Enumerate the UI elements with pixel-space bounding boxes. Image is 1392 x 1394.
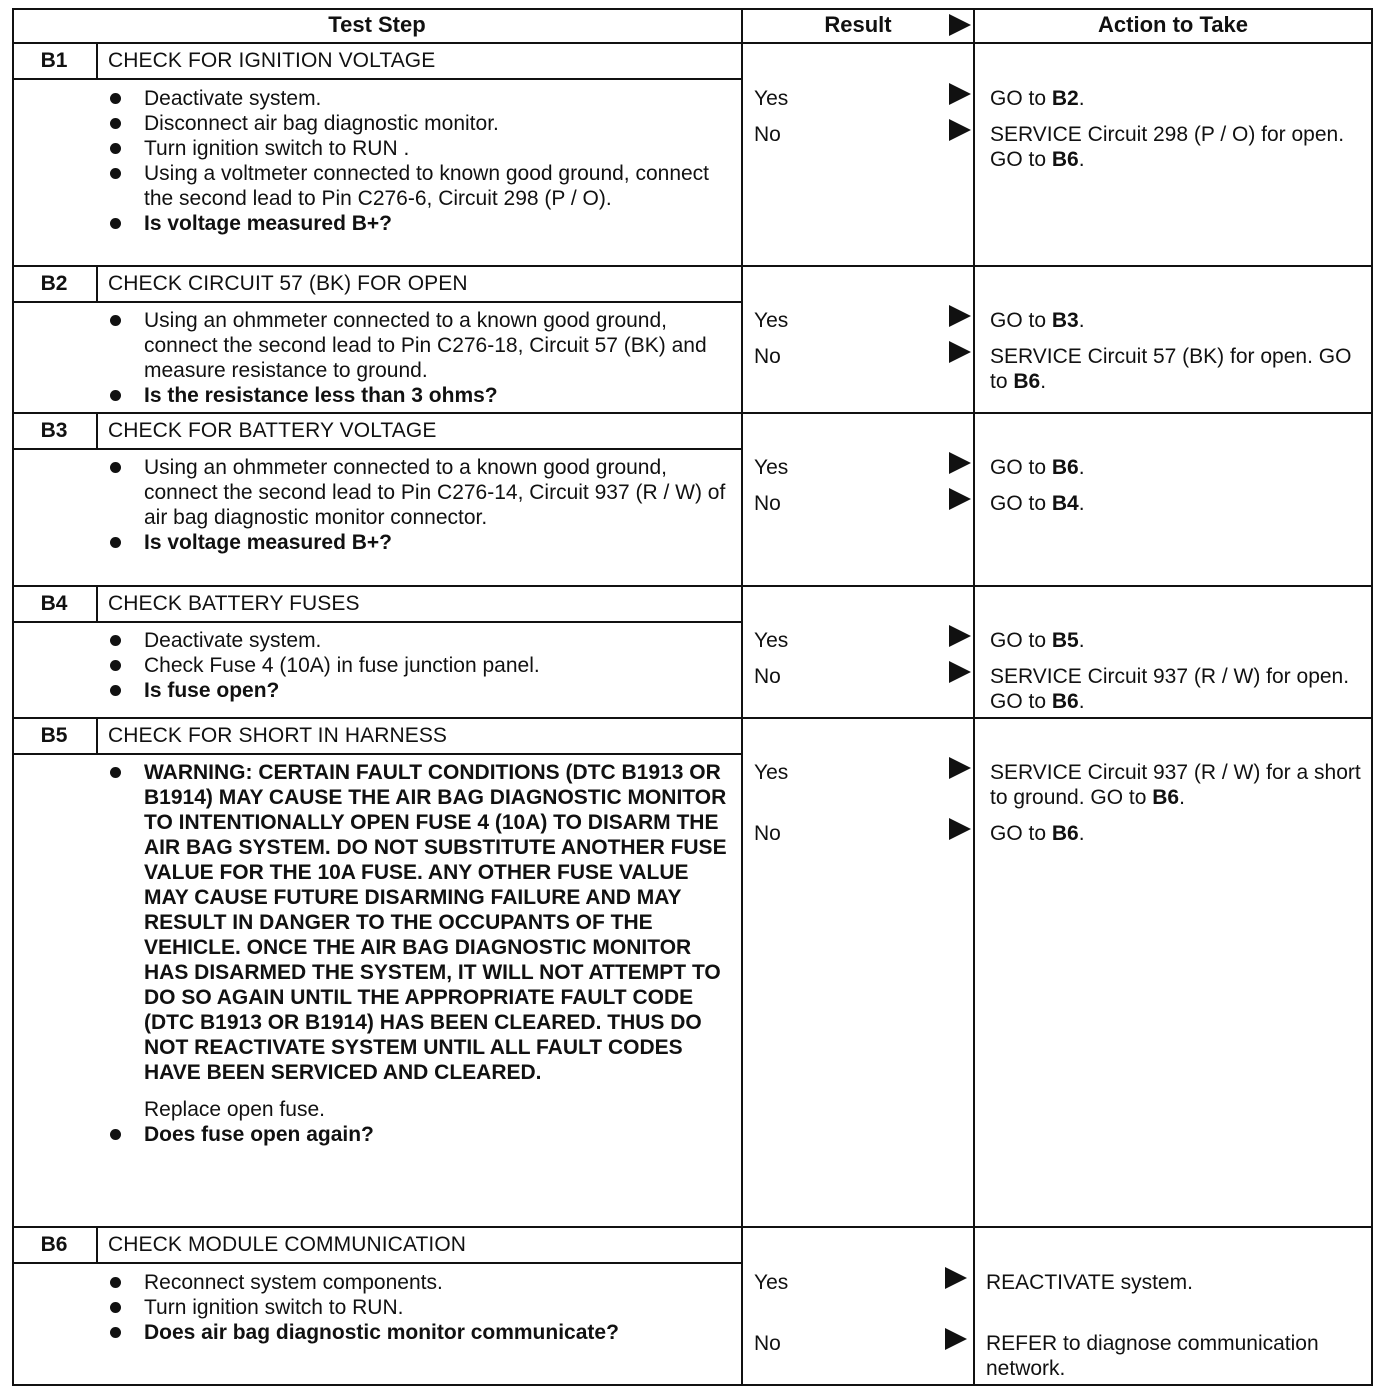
action-end: .: [1179, 786, 1185, 809]
action-label: SERVICE Circuit 937 (R / W) for a short to ground. GO to: [990, 761, 1361, 809]
action-end: .: [1078, 822, 1085, 845]
action-ref: B6: [1051, 690, 1079, 713]
action-text: [986, 1331, 1366, 1381]
bullet-item: Using a voltmeter connected to known good ground, connect the second lead to Pin C276-6, Circuit 298 (P / O).: [108, 161, 738, 211]
step-code: B1: [40, 49, 68, 72]
action-label: SERVICE Circuit 937 (R / W) for open. GO to: [990, 665, 1350, 713]
action-ref: B4: [1051, 492, 1079, 515]
step-code: B2: [40, 272, 68, 295]
header-arrow-icon: [949, 14, 971, 36]
action-end: .: [1078, 456, 1085, 479]
action-label: GO to: [990, 87, 1052, 110]
result-arrow-icon: [949, 757, 971, 779]
bullet-item: Using an ohmmeter connected to a known good ground, connect the second lead to Pin C276-14, Circuit 937 (R / W) of air bag diagnostic monitor connector.: [108, 455, 738, 530]
instruction-text: Replace open fuse.: [144, 1098, 325, 1121]
step-bullets: [108, 628, 738, 703]
action-label: SERVICE Circuit 57 (BK) for open. GO to: [990, 345, 1352, 393]
step-code: B4: [40, 592, 68, 615]
header-result: Result: [824, 12, 892, 37]
step-title: CHECK FOR SHORT IN HARNESS: [108, 724, 448, 747]
code-divider: [96, 265, 98, 302]
step-code: B6: [40, 1233, 68, 1256]
result-arrow-icon: [949, 818, 971, 840]
bullet-item: Reconnect system components.: [108, 1270, 738, 1295]
bullet-item: Turn ignition switch to RUN .: [108, 136, 738, 161]
header-test-step: Test Step: [328, 12, 426, 37]
result-arrow-icon: [945, 1267, 967, 1289]
code-divider: [96, 717, 98, 754]
step-bullets: [108, 308, 738, 408]
action-text: [990, 308, 1370, 333]
action-end: .: [1078, 492, 1085, 515]
header-action: Action to Take: [1098, 12, 1248, 37]
bullet-item: Check Fuse 4 (10A) in fuse junction panel.: [108, 653, 738, 678]
action-text: [990, 122, 1370, 172]
frame-left: [12, 8, 14, 1386]
result-arrow-icon: [949, 305, 971, 327]
result-yes: Yes: [754, 761, 789, 784]
action-text: [990, 628, 1370, 653]
col-divider-result: [741, 8, 743, 1386]
result-no: No: [754, 665, 781, 688]
action-text: [990, 344, 1370, 394]
result-no: No: [754, 492, 781, 515]
step-code: B5: [40, 724, 68, 747]
result-no: No: [754, 345, 781, 368]
action-label: GO to: [990, 456, 1052, 479]
col-divider-action: [973, 8, 975, 1386]
action-ref: B6: [1051, 456, 1079, 479]
step-bullets: [108, 760, 738, 1147]
bullet-item: Deactivate system.: [108, 86, 738, 111]
action-text: [990, 664, 1370, 714]
result-yes: Yes: [754, 87, 789, 110]
result-no: No: [754, 123, 781, 146]
result-no: No: [754, 822, 781, 845]
action-ref: B6: [1051, 822, 1079, 845]
code-divider: [96, 585, 98, 622]
action-ref: B5: [1051, 629, 1079, 652]
result-yes: Yes: [754, 629, 789, 652]
bullet-question: Is voltage measured B+?: [108, 530, 738, 555]
action-label: REACTIVATE system.: [986, 1271, 1193, 1294]
bullet-question: Is the resistance less than 3 ohms?: [108, 383, 738, 408]
bullet-item: Using an ohmmeter connected to a known good ground, connect the second lead to Pin C276-18, Circuit 57 (BK) and measure resistance to ground.: [108, 308, 738, 383]
step-bullets: [108, 1270, 738, 1345]
action-ref: B6: [1051, 148, 1079, 171]
result-yes: Yes: [754, 309, 789, 332]
diagnostic-table: [12, 8, 1373, 1386]
action-label: GO to: [990, 309, 1052, 332]
action-label: GO to: [990, 629, 1052, 652]
action-text: [990, 491, 1370, 516]
code-divider: [96, 412, 98, 449]
result-arrow-icon: [949, 488, 971, 510]
step-bullets: [108, 455, 738, 555]
action-end: .: [1040, 370, 1047, 393]
bullet-question: Is voltage measured B+?: [108, 211, 738, 236]
action-end: .: [1078, 309, 1085, 332]
frame-bottom: [12, 1384, 1373, 1386]
action-label: REFER to diagnose communication network.: [986, 1332, 1319, 1380]
step-title: CHECK CIRCUIT 57 (BK) FOR OPEN: [108, 272, 468, 295]
result-yes: Yes: [754, 1271, 789, 1294]
action-text: [986, 1270, 1366, 1295]
step-bullets: [108, 86, 738, 236]
frame-right: [1371, 8, 1373, 1386]
result-arrow-icon: [949, 119, 971, 141]
warning-text: WARNING: CERTAIN FAULT CONDITIONS (DTC B1913 OR B1914) MAY CAUSE THE AIR BAG DIAGNOSTIC MONITOR TO INTENTIONALLY OPEN FUSE 4 (10A) TO DISARM THE AIR BAG SYSTEM. DO NOT SUBSTITUTE ANOTHER FUSE VALUE FOR THE 10A FUSE. ANY OTHER FUSE VALUE MAY CAUSE FUTURE DISARMING FAILURE AND MAY RESULT IN DANGER TO THE OCCUPANTS OF THE VEHICLE. ONCE THE AIR BAG DIAGNOSTIC MONITOR HAS DISARMED THE SYSTEM, IT WILL NOT ATTEMPT TO DO SO AGAIN UNTIL THE APPROPRIATE FAULT CODE (DTC B1913 OR B1914) HAS BEEN CLEARED. THUS DO NOT REACTIVATE SYSTEM UNTIL ALL FAULT CODES HAVE BEEN SERVICED AND CLEARED.: [108, 760, 738, 1085]
step-title: CHECK BATTERY FUSES: [108, 592, 360, 615]
bullet-item: Deactivate system.: [108, 628, 738, 653]
action-label: SERVICE Circuit 298 (P / O) for open. GO to: [990, 123, 1345, 171]
action-label: GO to: [990, 822, 1052, 845]
result-arrow-icon: [945, 1328, 967, 1350]
result-yes: Yes: [754, 456, 789, 479]
action-ref: B6: [1152, 786, 1180, 809]
code-divider: [96, 1226, 98, 1263]
result-arrow-icon: [949, 661, 971, 683]
action-text: [990, 86, 1370, 111]
action-ref: B3: [1051, 309, 1079, 332]
step-code: B3: [40, 419, 68, 442]
result-arrow-icon: [949, 452, 971, 474]
step-title: CHECK FOR IGNITION VOLTAGE: [108, 49, 436, 72]
code-divider: [96, 42, 98, 78]
action-end: .: [1078, 87, 1085, 110]
action-label: GO to: [990, 492, 1052, 515]
action-text: [990, 760, 1370, 810]
action-text: [990, 455, 1370, 480]
bullet-question: Is fuse open?: [108, 678, 738, 703]
action-ref: B6: [1013, 370, 1041, 393]
step-title: CHECK MODULE COMMUNICATION: [108, 1233, 467, 1256]
action-end: .: [1078, 690, 1085, 713]
step-title: CHECK FOR BATTERY VOLTAGE: [108, 419, 437, 442]
action-text: [990, 821, 1370, 846]
action-end: .: [1078, 148, 1085, 171]
bullet-item: Disconnect air bag diagnostic monitor.: [108, 111, 738, 136]
bullet-item: Turn ignition switch to RUN.: [108, 1295, 738, 1320]
result-arrow-icon: [949, 83, 971, 105]
bullet-question: Does fuse open again?: [108, 1122, 738, 1147]
action-end: .: [1078, 629, 1085, 652]
bullet-question: Does air bag diagnostic monitor communicate?: [108, 1320, 738, 1345]
result-no: No: [754, 1332, 781, 1355]
result-arrow-icon: [949, 625, 971, 647]
result-arrow-icon: [949, 341, 971, 363]
action-ref: B2: [1051, 87, 1079, 110]
